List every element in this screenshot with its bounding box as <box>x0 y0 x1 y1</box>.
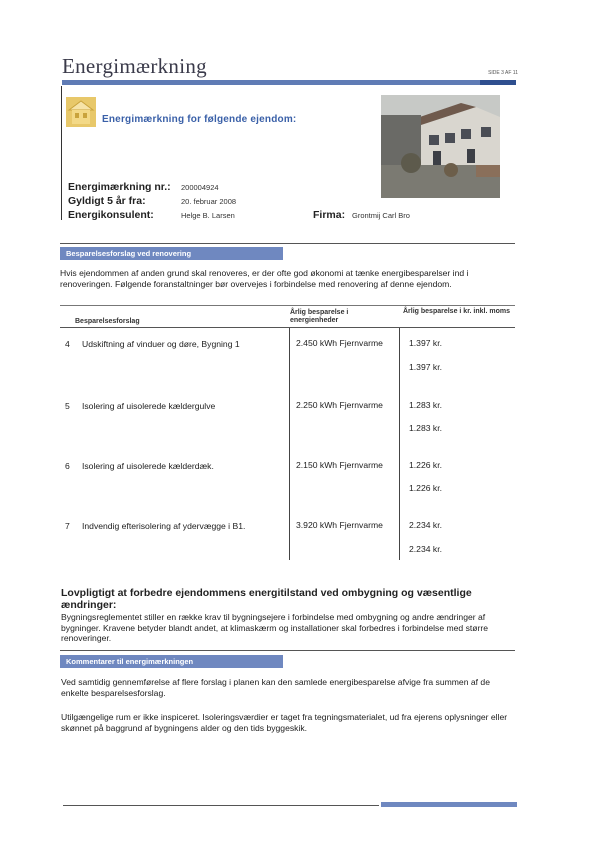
row-kr: 1.283 kr. <box>409 400 442 410</box>
legal-heading: Lovpligtigt at forbedre ejendommens energitilstand ved ombygning og væsentlige ændringer: <box>61 587 472 611</box>
consultant-value: Helge B. Larsen <box>181 211 235 220</box>
footer-rule <box>63 805 379 806</box>
row-number: 4 <box>65 339 70 349</box>
row-proposal: Udskiftning af vinduer og døre, Bygning 1 <box>82 339 240 349</box>
row-kr-total: 1.283 kr. <box>409 423 442 433</box>
firm-label: Firma: <box>313 209 346 221</box>
table-header-rule <box>60 327 515 328</box>
table-top-rule <box>60 305 515 306</box>
header-bar <box>62 80 516 85</box>
mark-number-label: Energimærkning nr.: <box>68 181 171 193</box>
row-number: 5 <box>65 401 70 411</box>
row-kr: 2.234 kr. <box>409 520 442 530</box>
header-left-rule <box>61 86 62 220</box>
savings-section-title: Besparelsesforslag ved renovering <box>60 247 283 260</box>
legal-text: Bygningsreglementet stiller en række krav til bygningsejere i forbindelse med ombygning og andre ændringer af bygninger. Kravene betyder blandt andet, at klimaskærm og installationer skal forbedres i forbindelse med større renoveringer. <box>61 612 489 643</box>
comments-section-title: Kommentarer til energimærkningen <box>60 655 283 668</box>
column-header-proposal: Besparelsesforslag <box>75 318 140 325</box>
row-kr-total: 1.397 kr. <box>409 362 442 372</box>
header-bar-accent <box>480 80 516 85</box>
column-header-energy: Årlig besparelse i energienheder <box>290 309 349 324</box>
row-number: 6 <box>65 461 70 471</box>
savings-section-rule <box>60 243 515 244</box>
comments-paragraph-1: Ved samtidig gennemførelse af flere forslag i planen kan den samlede energibesparelse afvige fra summen af de enkelte besparelsesforslag. <box>61 677 490 698</box>
row-proposal: Isolering af uisolerede kælderdæk. <box>82 461 214 471</box>
row-proposal: Isolering af uisolerede kældergulve <box>82 401 216 411</box>
document-title: Energimærkning <box>62 54 207 78</box>
valid-from-label: Gyldigt 5 år fra: <box>68 195 146 207</box>
column-divider-2 <box>399 328 400 560</box>
page-label: SIDE 3 AF 11 <box>488 70 518 76</box>
row-number: 7 <box>65 521 70 531</box>
valid-from-value: 20. februar 2008 <box>181 197 237 206</box>
row-energy: 2.450 kWh Fjernvarme <box>296 338 383 348</box>
row-kr-total: 2.234 kr. <box>409 544 442 554</box>
property-heading: Energimærkning for følgende ejendom: <box>102 114 297 125</box>
firm-value: Grontmij Carl Bro <box>352 211 410 220</box>
consultant-label: Energikonsulent: <box>68 209 154 221</box>
row-kr: 1.397 kr. <box>409 338 442 348</box>
row-proposal: Indvendig efterisolering af ydervægge i B1. <box>82 521 246 531</box>
row-kr-total: 1.226 kr. <box>409 483 442 493</box>
row-energy: 3.920 kWh Fjernvarme <box>296 520 383 530</box>
savings-intro: Hvis ejendommen af anden grund skal renoveres, er der ofte god økonomi at tænke energibesparelser ind i renoveringen. Følgende foranstaltninger bør overvejes i forbindelse med renovering af denne ejendom. <box>60 268 469 289</box>
column-divider-1 <box>289 328 290 560</box>
row-kr: 1.226 kr. <box>409 460 442 470</box>
row-energy: 2.250 kWh Fjernvarme <box>296 400 383 410</box>
property-photo <box>381 95 500 198</box>
footer-bar-accent <box>381 802 517 807</box>
column-header-kr: Årlig besparelse i kr. inkl. moms <box>403 308 510 315</box>
row-energy: 2.150 kWh Fjernvarme <box>296 460 383 470</box>
comments-section-rule <box>60 650 515 651</box>
house-icon <box>66 97 96 127</box>
mark-number-value: 200004924 <box>181 183 219 192</box>
comments-paragraph-2: Utilgængelige rum er ikke inspiceret. Isoleringsværdier er taget fra tegningsmaterialet, ud fra ejerens oplysninger eller skønnet på baggrund af bygningens alder og den tids byggeskik. <box>61 712 508 733</box>
